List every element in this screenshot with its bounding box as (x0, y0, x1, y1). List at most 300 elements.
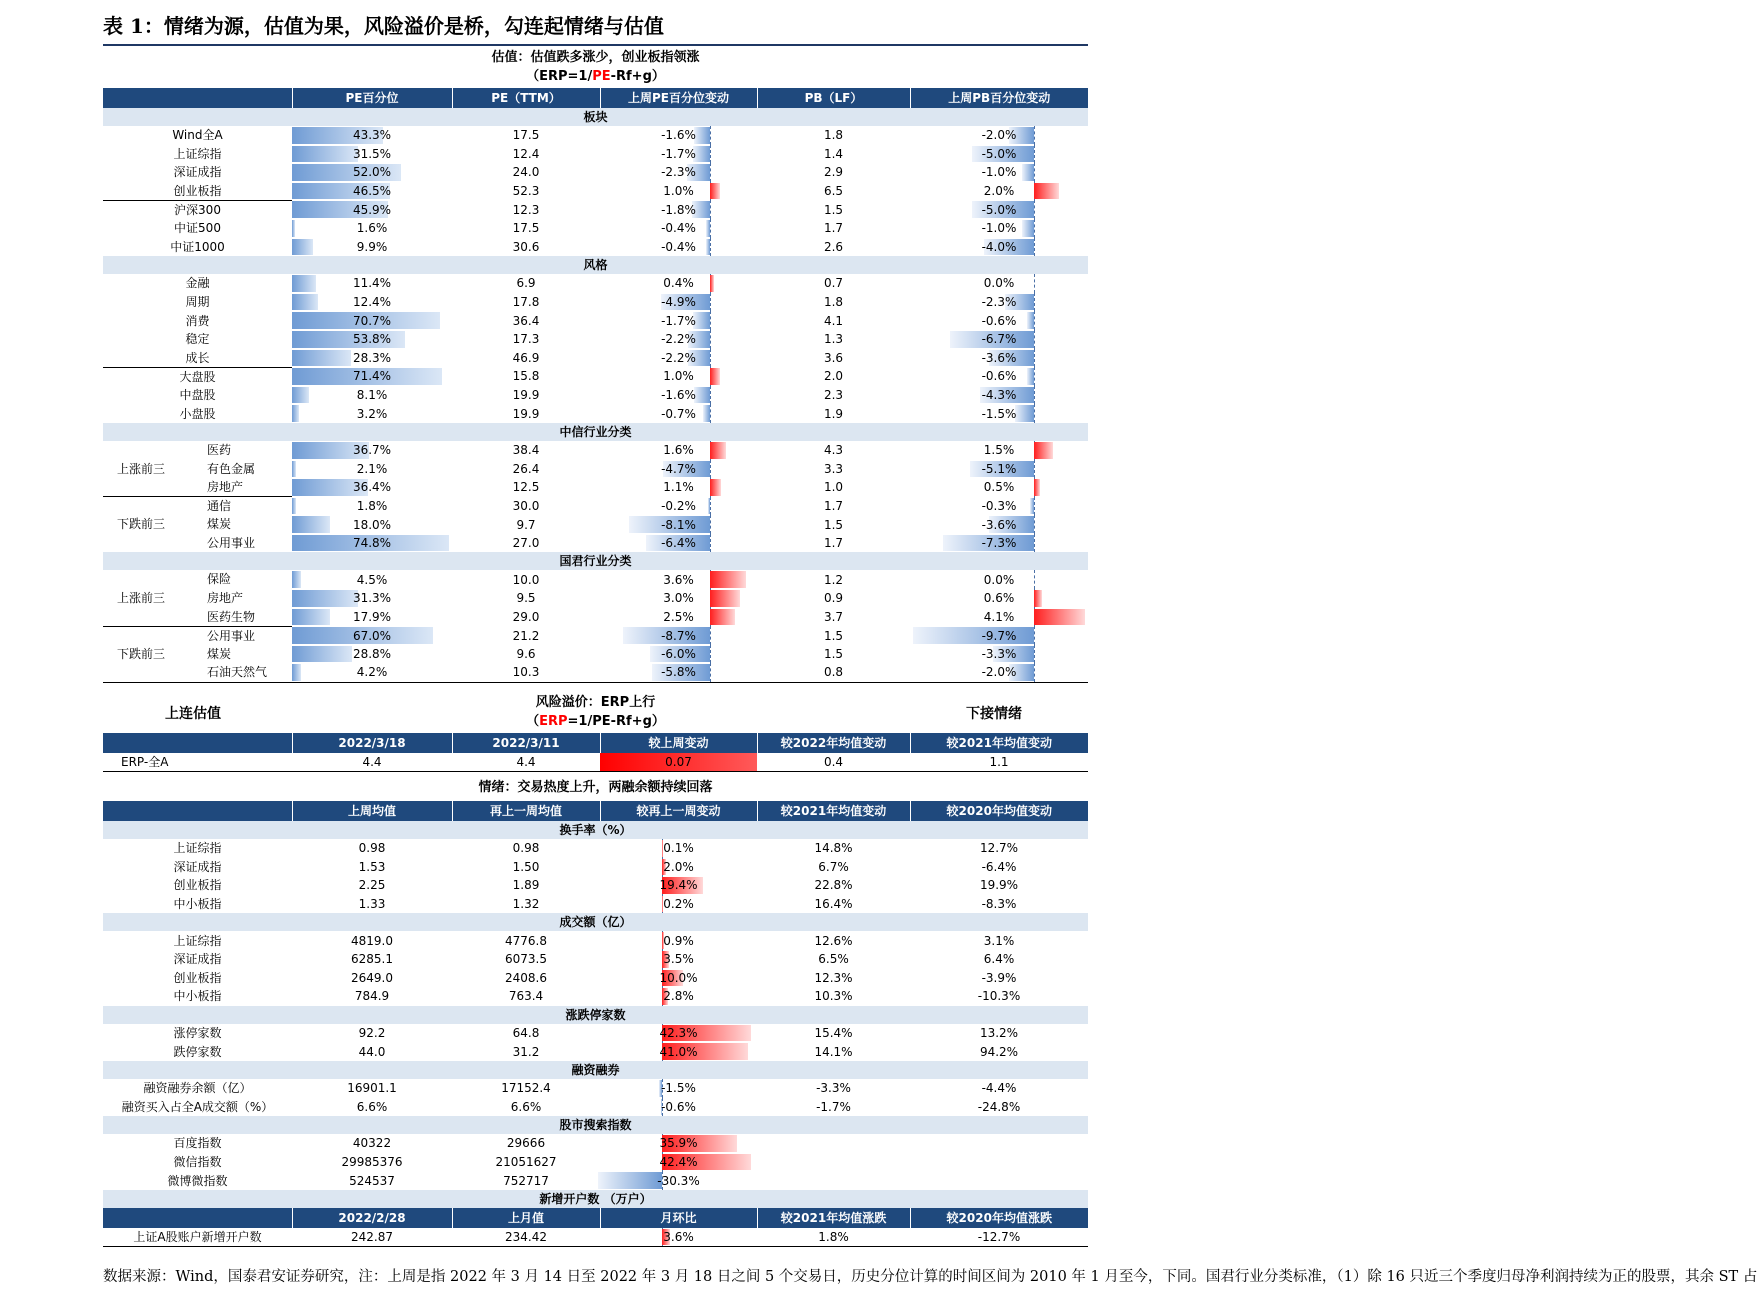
pb-value: 1.0 (823, 480, 844, 495)
row-label: 煤炭 (207, 646, 232, 661)
pe-change-cell (600, 645, 757, 664)
zero-axis (1034, 311, 1035, 330)
pe-ttm-cell (452, 163, 600, 182)
value-cell (292, 839, 452, 858)
cell-value: 22.8% (814, 878, 853, 893)
change-cell-value: 2.0% (663, 859, 694, 874)
category-label: 涨跌停家数 (103, 1006, 1088, 1024)
bar-fill (694, 127, 710, 144)
table-row (103, 895, 1088, 914)
pe-ttm-cell (452, 404, 600, 423)
bar-fill (292, 461, 296, 478)
zero-axis (1034, 645, 1035, 664)
pb-change-cell (910, 330, 1088, 349)
table-row (103, 663, 1088, 682)
pb-change-cell-value: -1.0% (981, 221, 1017, 236)
zero-axis (1034, 367, 1035, 386)
zero-axis (1034, 238, 1035, 257)
row-label-cell (103, 404, 292, 423)
row-label: 保险 (207, 572, 232, 587)
row-label: 金融 (185, 276, 210, 291)
value-cell (452, 987, 600, 1006)
change-cell (600, 969, 757, 988)
pe-change-cell-value: -4.7% (661, 461, 696, 476)
pb-value: 1.7 (823, 498, 844, 513)
row-label: 中盘股 (179, 388, 216, 403)
category-label: 新增开户数 （万户） (103, 1190, 1088, 1208)
value-cell (292, 1098, 452, 1117)
pb-cell (757, 367, 910, 386)
bar-fill (292, 387, 309, 404)
pb-value: 1.5 (823, 628, 844, 643)
table-row (103, 404, 1088, 423)
row-label: 中证1000 (170, 239, 225, 254)
row-label: 百度指数 (173, 1136, 222, 1151)
change-cell (600, 1098, 757, 1117)
cell-value: 21051627 (495, 1155, 557, 1170)
value-cell (757, 1171, 910, 1190)
pe-ttm-value: 9.7 (516, 517, 536, 532)
pe-percentile-cell (292, 238, 452, 257)
row-label: 石油天然气 (207, 665, 268, 680)
change-cell-value: -1.5% (661, 1081, 696, 1096)
value-cell (292, 895, 452, 914)
row-label: 煤炭 (207, 517, 232, 532)
footnote: 数据来源：Wind，国泰君安证券研究，注：上周是指 2022 年 3 月 14 日至 2022 年 3 月 18 日之间 5 个交易日，历史分位计算的时间区间为 2010 年 1 月至今，下同。国君行业分类标准，（1）除 16 只近三个季度归母净利润持续为正的股票，其余 ST 占 (103, 1269, 1757, 1285)
pe-change-cell-value: 1.1% (663, 480, 694, 495)
zero-axis (1034, 534, 1035, 553)
erp-formula-red: ERP (539, 714, 568, 729)
pe-change-cell (600, 182, 757, 201)
pb-value: 0.8 (823, 665, 844, 680)
bar-fill (710, 368, 720, 385)
formula-red: PE (592, 69, 611, 84)
bar-fill (710, 571, 746, 588)
change-cell-value: 19.4% (659, 878, 698, 893)
zero-axis (710, 386, 711, 405)
category-row (103, 108, 1088, 126)
category-row (103, 821, 1088, 839)
zero-axis (710, 145, 711, 164)
pe-change-cell-value: 1.0% (663, 184, 694, 199)
header-cell (103, 1208, 292, 1228)
value-cell (757, 1098, 910, 1117)
table-row (103, 1153, 1088, 1172)
pb-change-cell (910, 219, 1088, 238)
pb-change-cell (910, 367, 1088, 386)
bar-fill (292, 516, 330, 533)
table-row (103, 839, 1088, 858)
header-cell: PE（TTM） (452, 88, 600, 108)
pb-change-cell-value: -9.7% (981, 628, 1017, 643)
cell-value: 19.9% (979, 878, 1019, 893)
bar-fill (1027, 312, 1035, 329)
cell-value: -10.3% (977, 989, 1021, 1004)
pb-cell (757, 163, 910, 182)
pe-change-cell-value: -6.0% (661, 647, 696, 662)
zero-axis (1034, 274, 1035, 293)
table-row (103, 219, 1088, 238)
pe-percentile-cell (292, 330, 452, 349)
pb-value: 0.7 (823, 276, 844, 291)
row-label: Wind全A (172, 128, 223, 143)
row-label-cell (103, 330, 292, 349)
header-cell: 较再上一周变动 (600, 801, 757, 821)
cell-value: -24.8% (977, 1099, 1021, 1114)
sub-header-row (103, 1208, 1088, 1228)
pb-change-cell (910, 182, 1088, 201)
pb-change-cell (910, 238, 1088, 257)
row-label-cell (103, 570, 292, 589)
pb-cell (757, 570, 910, 589)
change-cell (600, 1042, 757, 1061)
value-cell (452, 969, 600, 988)
pe-change-cell (600, 663, 757, 682)
change-cell (600, 1134, 757, 1153)
row-label: 大盘股 (179, 369, 216, 384)
cell-value: -6.4% (981, 859, 1017, 874)
row-label-cell (103, 895, 292, 914)
value-cell (757, 969, 910, 988)
pe-ttm-cell (452, 645, 600, 664)
pb-change-cell-value: -7.3% (981, 536, 1017, 551)
value-cell (452, 1171, 600, 1190)
pe-percentile-value: 12.4% (352, 295, 392, 310)
erp-value-cell (452, 753, 600, 772)
change-cell-value: 42.4% (659, 1155, 698, 1170)
pb-change-cell (910, 126, 1088, 145)
pb-value: 6.5 (823, 184, 844, 199)
value-cell (292, 1024, 452, 1043)
row-label: 上证综指 (173, 841, 222, 856)
pe-ttm-value: 9.6 (516, 647, 536, 662)
bar-fill (292, 571, 301, 588)
zero-axis (710, 534, 711, 553)
header-cell: 月环比 (600, 1208, 757, 1228)
zero-axis (1034, 219, 1035, 238)
pb-value: 2.6 (823, 239, 844, 254)
pe-percentile-cell (292, 570, 452, 589)
bar-fill (1034, 183, 1059, 200)
pe-percentile-cell (292, 460, 452, 479)
table-row (103, 570, 1088, 589)
pe-ttm-value: 17.8 (512, 295, 540, 310)
zero-axis (1034, 330, 1035, 349)
cell-value: 92.2 (358, 1026, 386, 1041)
table-row (103, 367, 1088, 386)
pe-ttm-cell (452, 126, 600, 145)
pb-change-cell-value: -1.5% (981, 406, 1017, 421)
header-cell: 上月值 (452, 1208, 600, 1228)
pe-percentile-value: 74.8% (352, 536, 392, 551)
header-cell: 上周PE百分位变动 (600, 88, 757, 108)
bar-fill (292, 275, 316, 292)
row-label: 有色金属 (207, 461, 256, 476)
pb-change-cell-value: 0.0% (983, 276, 1015, 291)
bar-fill (1022, 164, 1035, 181)
table-row (103, 293, 1088, 312)
pb-value: 1.7 (823, 221, 844, 236)
bar-fill (706, 239, 710, 256)
row-label-cell (103, 274, 292, 293)
pe-change-cell-value: 3.6% (663, 572, 694, 587)
pe-percentile-cell (292, 200, 452, 219)
zero-axis (710, 163, 711, 182)
row-label-cell (103, 238, 292, 257)
row-label-cell (103, 876, 292, 895)
pb-cell (757, 274, 910, 293)
pb-cell (757, 515, 910, 534)
pe-change-cell-value: -0.4% (661, 239, 696, 254)
pe-ttm-value: 36.4 (512, 313, 540, 328)
pb-value: 0.9 (823, 591, 844, 606)
pe-ttm-value: 46.9 (512, 350, 540, 365)
sentiment-title: 情绪：交易热度上升，两融余额持续回落 (478, 780, 713, 795)
value-cell (910, 839, 1088, 858)
table-row (103, 386, 1088, 405)
row-label-cell (103, 987, 292, 1006)
value-cell (452, 1042, 600, 1061)
pb-value: 3.3 (823, 461, 844, 476)
pe-ttm-cell (452, 441, 600, 460)
pe-ttm-cell (452, 349, 600, 368)
table-row (103, 1079, 1088, 1098)
pe-change-cell (600, 460, 757, 479)
row-label-cell (103, 460, 292, 479)
row-label: 微博微指数 (167, 1173, 228, 1188)
row-label-cell (103, 969, 292, 988)
sentiment-table (103, 801, 1088, 1247)
pe-ttm-cell (452, 497, 600, 516)
erp-formula (103, 712, 1088, 731)
pe-change-cell-value: -2.3% (661, 165, 696, 180)
pe-ttm-value: 27.0 (512, 536, 540, 551)
change-cell (600, 839, 757, 858)
row-label-cell (103, 441, 292, 460)
pe-percentile-value: 8.1% (356, 388, 388, 403)
group-label: 下跌前三 (117, 646, 166, 661)
zero-axis (710, 311, 711, 330)
cell-value: 2649.0 (351, 970, 393, 985)
erp-value-cell (757, 753, 910, 772)
cell-value: 12.6% (814, 933, 853, 948)
value-cell (757, 1228, 910, 1247)
value-cell (452, 931, 600, 950)
header-cell: 较2020年均值变动 (910, 801, 1088, 821)
pb-cell (757, 182, 910, 201)
table-row (103, 441, 1088, 460)
row-label: 通信 (207, 499, 232, 514)
header-cell (103, 801, 292, 821)
pe-percentile-cell (292, 349, 452, 368)
pb-value: 1.8 (823, 295, 844, 310)
pe-ttm-value: 12.5 (512, 480, 540, 495)
bar-fill (292, 294, 318, 311)
pe-percentile-value: 46.5% (352, 184, 392, 199)
cell-value: 763.4 (508, 989, 544, 1004)
pe-percentile-cell (292, 386, 452, 405)
pe-change-cell (600, 608, 757, 627)
cell-value: 13.2% (979, 1026, 1019, 1041)
bar-fill (1034, 442, 1053, 459)
row-label-cell (103, 349, 292, 368)
pb-change-cell (910, 663, 1088, 682)
pe-change-cell (600, 570, 757, 589)
table-row (103, 876, 1088, 895)
cell-value: 12.7% (979, 841, 1019, 856)
cell-value: 94.2% (979, 1044, 1019, 1059)
pb-cell (757, 460, 910, 479)
cell-value: 44.0 (358, 1044, 386, 1059)
pb-change-cell (910, 293, 1088, 312)
change-cell-value: 10.0% (659, 970, 698, 985)
row-label: 房地产 (207, 480, 244, 495)
row-label-cell (103, 386, 292, 405)
row-label: 公用事业 (207, 535, 256, 550)
pe-change-cell-value: 2.5% (663, 609, 694, 624)
value-cell (910, 969, 1088, 988)
row-label-cell (103, 626, 292, 645)
cell-value: 6073.5 (505, 952, 547, 967)
pe-ttm-cell (452, 515, 600, 534)
table-row (103, 1024, 1088, 1043)
value-cell (910, 1079, 1088, 1098)
row-label-cell (103, 1042, 292, 1061)
pe-change-cell-value: -1.7% (661, 313, 696, 328)
bar-fill (1022, 220, 1035, 237)
zero-axis (1034, 145, 1035, 164)
pb-change-cell (910, 274, 1088, 293)
pb-cell (757, 589, 910, 608)
cell-value: -4.4% (981, 1081, 1017, 1096)
pb-cell (757, 608, 910, 627)
pe-change-cell (600, 238, 757, 257)
row-label: 中小板指 (173, 897, 222, 912)
pb-value: 2.9 (823, 165, 844, 180)
pb-cell (757, 293, 910, 312)
pb-change-cell-value: -2.0% (981, 665, 1017, 680)
pe-ttm-value: 17.3 (512, 332, 540, 347)
table-row (103, 645, 1088, 664)
pe-change-cell-value: 3.0% (663, 591, 694, 606)
erp-value-cell (600, 753, 757, 772)
erp-value: 0.07 (665, 755, 692, 770)
erp-header-row (103, 733, 1088, 753)
table-row (103, 1134, 1088, 1153)
zero-axis (1034, 293, 1035, 312)
header-cell: 较上周变动 (600, 733, 757, 753)
pb-change-cell-value: -5.1% (981, 461, 1017, 476)
pe-ttm-cell (452, 238, 600, 257)
table-row (103, 330, 1088, 349)
change-cell (600, 1171, 757, 1190)
category-label: 股市搜索指数 (103, 1116, 1088, 1134)
zero-axis (1034, 126, 1035, 145)
pb-change-cell-value: 0.0% (983, 572, 1015, 587)
category-label: 国君行业分类 (103, 552, 1088, 570)
bar-fill (710, 590, 740, 607)
pe-percentile-cell (292, 589, 452, 608)
header-cell: 再上一周均值 (452, 801, 600, 821)
pb-cell (757, 663, 910, 682)
cell-value: 6.7% (818, 859, 849, 874)
pe-ttm-value: 24.0 (512, 165, 540, 180)
header-cell: PB（LF） (757, 88, 910, 108)
pe-percentile-value: 11.4% (352, 276, 392, 291)
pe-change-cell-value: -8.1% (661, 517, 696, 532)
value-cell (910, 1153, 1088, 1172)
pe-change-cell (600, 293, 757, 312)
pe-ttm-cell (452, 367, 600, 386)
table-row (103, 1042, 1088, 1061)
pb-cell (757, 386, 910, 405)
value-cell (910, 1024, 1088, 1043)
pe-percentile-value: 9.9% (356, 239, 388, 254)
pe-percentile-cell (292, 367, 452, 386)
pb-cell (757, 497, 910, 516)
value-cell (757, 950, 910, 969)
pb-change-cell (910, 645, 1088, 664)
row-label-cell (103, 497, 292, 516)
pe-change-cell-value: -8.7% (661, 628, 696, 643)
value-cell (452, 1079, 600, 1098)
category-row (103, 913, 1088, 931)
row-label-cell (103, 950, 292, 969)
pb-change-cell-value: -3.6% (981, 517, 1017, 532)
zero-axis (710, 349, 711, 368)
pe-change-cell-value: -0.4% (661, 221, 696, 236)
bar-fill (708, 498, 710, 515)
pe-change-cell-value: -1.6% (661, 128, 696, 143)
category-label: 成交额（亿） (103, 913, 1088, 931)
value-cell (757, 1153, 910, 1172)
pe-change-cell-value: -1.6% (661, 388, 696, 403)
cell-value: 6.6% (356, 1099, 388, 1114)
change-cell-value: 2.8% (663, 989, 694, 1004)
row-label: 跌停家数 (173, 1044, 222, 1059)
pb-cell (757, 478, 910, 497)
header-cell (103, 733, 292, 753)
row-label: 周期 (185, 295, 210, 310)
pb-change-cell (910, 534, 1088, 553)
cell-value: 15.4% (814, 1026, 853, 1041)
value-cell (452, 1228, 600, 1247)
table-row (103, 163, 1088, 182)
row-label: 涨停家数 (173, 1026, 222, 1041)
pb-change-cell-value: 0.5% (983, 480, 1015, 495)
table-row (103, 497, 1088, 516)
change-cell-value: 0.2% (663, 897, 694, 912)
row-label-cell (103, 182, 292, 201)
table-row (103, 311, 1088, 330)
group-label: 下跌前三 (117, 517, 166, 532)
zero-axis (1034, 349, 1035, 368)
pe-percentile-cell (292, 608, 452, 627)
pe-ttm-cell (452, 570, 600, 589)
table-row (103, 534, 1088, 553)
value-cell (910, 876, 1088, 895)
pb-change-cell-value: -3.6% (981, 350, 1017, 365)
change-cell-value: 0.1% (663, 841, 694, 856)
row-label: 创业板指 (173, 878, 222, 893)
zero-axis (1034, 497, 1035, 516)
pe-change-cell-value: 1.0% (663, 369, 694, 384)
pe-change-cell-value: -6.4% (661, 536, 696, 551)
pb-change-cell-value: -4.0% (981, 239, 1017, 254)
category-row (103, 1190, 1088, 1208)
header-cell: 上周均值 (292, 801, 452, 821)
row-label: 公用事业 (207, 628, 256, 643)
